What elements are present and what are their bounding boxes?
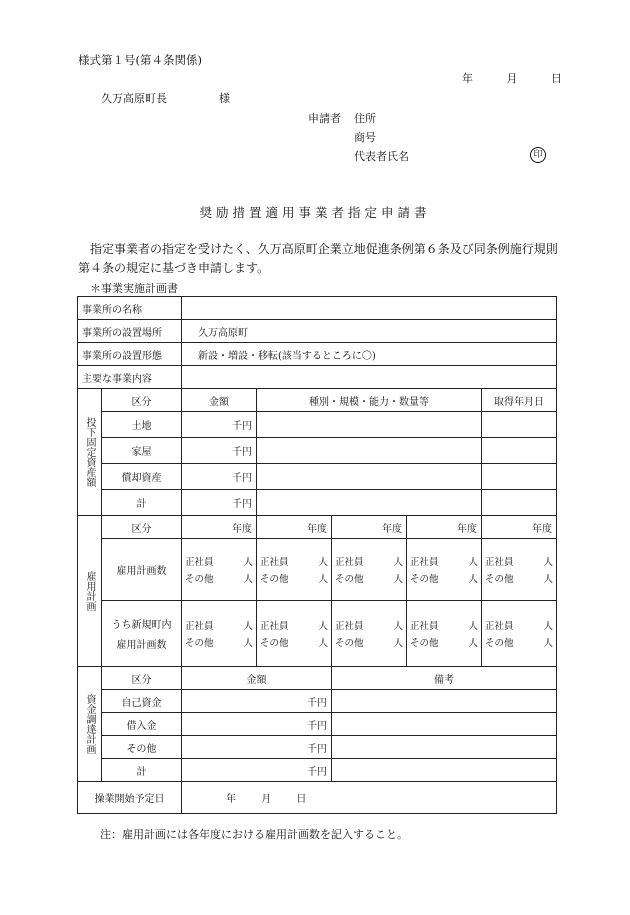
employment-year-field[interactable]: 年度: [332, 516, 407, 539]
office-form-label: 事業所の設置形態: [78, 343, 182, 366]
funding-amount-field[interactable]: 千円: [182, 713, 332, 736]
investment-section-label: 投下固定資産額: [78, 389, 102, 516]
investment-row-label: 償却資産: [102, 464, 182, 490]
employment-year-field[interactable]: 年度: [182, 516, 257, 539]
employment-section-label: 雇用計画: [78, 516, 102, 667]
funding-row: [78, 690, 557, 713]
office-name-field[interactable]: [182, 297, 557, 320]
investment-amount-field[interactable]: 千円: [182, 490, 257, 516]
funding-remarks-field[interactable]: [332, 736, 557, 759]
funding-amount-field[interactable]: 千円: [182, 690, 332, 713]
form-number: 様式第１号(第４条関係): [78, 53, 202, 67]
date-day: 日: [551, 72, 562, 85]
employment-plan-cell[interactable]: 正社員 人 その他 人: [332, 539, 407, 601]
funding-row-label: 借入金: [102, 713, 182, 736]
main-business-row: [78, 366, 557, 389]
office-name-row: [78, 297, 557, 320]
investment-acquired-field[interactable]: [482, 464, 557, 490]
date-year: 年: [462, 72, 473, 85]
employment-new-local-cell[interactable]: 正社員 人 その他 人: [257, 601, 332, 667]
funding-row: [78, 713, 557, 736]
start-date-label: 操業開始予定日: [78, 782, 182, 814]
employment-new-local-label: うち新規町内 雇用計画数: [102, 601, 182, 667]
investment-row: [78, 412, 557, 438]
employment-plan-cell[interactable]: 正社員 人 その他 人: [182, 539, 257, 601]
investment-row-label: 土地: [102, 412, 182, 438]
investment-row: [78, 438, 557, 464]
funding-row: [78, 736, 557, 759]
investment-detail-field[interactable]: [257, 464, 482, 490]
investment-header-row: [78, 389, 557, 412]
date-line: [462, 70, 562, 86]
employment-new-local-cell[interactable]: 正社員 人 その他 人: [407, 601, 482, 667]
employment-plan-cell[interactable]: 正社員 人 その他 人: [407, 539, 482, 601]
investment-row: [78, 464, 557, 490]
seal-mark: 印: [530, 147, 546, 163]
investment-col-detail: 種別・規模・能力・数量等: [257, 389, 482, 412]
investment-col-category: 区分: [102, 389, 182, 412]
investment-acquired-field[interactable]: [482, 490, 557, 516]
funding-row: [78, 759, 557, 782]
office-location-row: [78, 320, 557, 343]
funding-row-label: その他: [102, 736, 182, 759]
employment-col-category: 区分: [102, 516, 182, 539]
investment-acquired-field[interactable]: [482, 438, 557, 464]
plan-subheading: ＊事業実施計画書: [90, 282, 178, 295]
date-month: 月: [506, 72, 518, 85]
investment-amount-field[interactable]: 千円: [182, 438, 257, 464]
investment-acquired-field[interactable]: [482, 412, 557, 438]
addressee: 久万高原町長: [101, 92, 167, 105]
employment-year-field[interactable]: 年度: [482, 516, 557, 539]
employment-header-row: [78, 516, 557, 539]
investment-amount-field[interactable]: 千円: [182, 464, 257, 490]
funding-row-label: 自己資金: [102, 690, 182, 713]
start-date-month: 月: [261, 794, 272, 805]
employment-plan-cell[interactable]: 正社員 人 その他 人: [482, 539, 557, 601]
investment-row-label: 計: [102, 490, 182, 516]
investment-col-amount: 金額: [182, 389, 257, 412]
funding-remarks-field[interactable]: [332, 690, 557, 713]
funding-amount-field[interactable]: 千円: [182, 736, 332, 759]
funding-row-label: 計: [102, 759, 182, 782]
document-title: 奨励措置適用事業者指定申請書: [199, 205, 431, 220]
start-date-row: [78, 782, 557, 814]
investment-detail-field[interactable]: [257, 412, 482, 438]
main-business-field[interactable]: [182, 366, 557, 389]
employment-year-field[interactable]: 年度: [257, 516, 332, 539]
employment-plan-label: 雇用計画数: [102, 539, 182, 601]
office-location-label: 事業所の設置場所: [78, 320, 182, 343]
start-date-day: 日: [296, 794, 307, 805]
footnote: 注：雇用計画には各年度における雇用計画数を記入すること。: [100, 828, 408, 841]
office-name-label: 事業所の名称: [78, 297, 182, 320]
body-line-1: 指定事業者の指定を受けたく、久万高原町企業立地促進条例第６条及び同条例施行規則: [90, 242, 558, 256]
investment-row: [78, 490, 557, 516]
office-form-row: [78, 343, 557, 366]
funding-col-remarks: 備考: [332, 667, 557, 690]
investment-detail-field[interactable]: [257, 490, 482, 516]
investment-detail-field[interactable]: [257, 438, 482, 464]
trade-name-label: 商号: [354, 131, 376, 144]
employment-plan-row: [78, 539, 557, 601]
applicant-label: 申請者: [308, 112, 341, 125]
funding-col-amount: 金額: [182, 667, 332, 690]
funding-amount-field[interactable]: 千円: [182, 759, 332, 782]
investment-col-acquired: 取得年月日: [482, 389, 557, 412]
start-date-field[interactable]: [182, 782, 557, 814]
funding-remarks-field[interactable]: [332, 759, 557, 782]
office-location-field[interactable]: 久万高原町: [182, 320, 557, 343]
honorific: 様: [219, 92, 230, 105]
address-label: 住所: [354, 112, 376, 125]
representative-label: 代表者氏名: [354, 150, 409, 163]
employment-new-local-cell[interactable]: 正社員 人 その他 人: [332, 601, 407, 667]
start-date-year: 年: [226, 794, 236, 805]
employment-new-local-cell[interactable]: 正社員 人 その他 人: [182, 601, 257, 667]
funding-header-row: [78, 667, 557, 690]
funding-col-category: 区分: [102, 667, 182, 690]
employment-plan-cell[interactable]: 正社員 人 その他 人: [257, 539, 332, 601]
application-table: [77, 296, 557, 814]
investment-amount-field[interactable]: 千円: [182, 412, 257, 438]
employment-new-local-row: [78, 601, 557, 667]
funding-remarks-field[interactable]: [332, 713, 557, 736]
employment-year-field[interactable]: 年度: [407, 516, 482, 539]
office-form-field[interactable]: 新設・増設・移転(該当するところに〇): [182, 343, 557, 366]
main-business-label: 主要な事業内容: [78, 366, 182, 389]
funding-section-label: 資金調達計画: [78, 667, 102, 782]
body-line-2: 第４条の規定に基づき申請します。: [78, 261, 270, 275]
employment-new-local-cell[interactable]: 正社員 人 その他 人: [482, 601, 557, 667]
investment-row-label: 家屋: [102, 438, 182, 464]
